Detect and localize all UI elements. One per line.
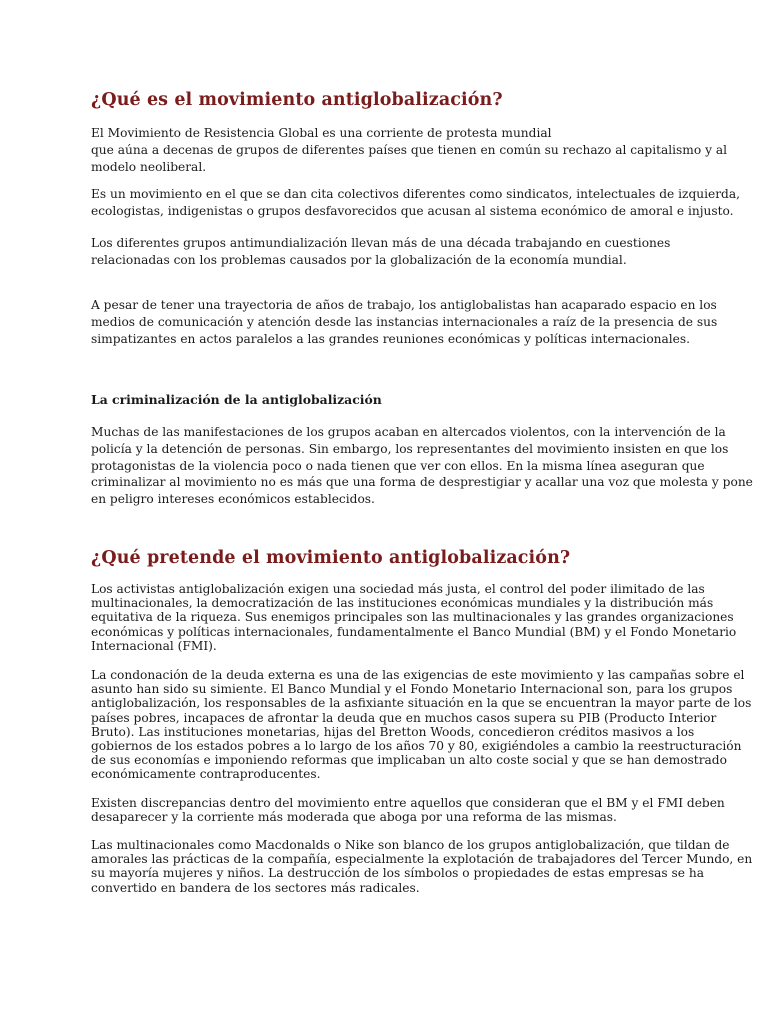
intro-paragraph-1: [91, 125, 727, 175]
text-line: gobiernos de los estados pobres a lo largo de los años 70 y 80, exigiéndoles a cambio la reestructuración: [91, 739, 742, 754]
text-line: convertido en bandera de los sectores más radicales.: [91, 880, 420, 895]
text-line: Bruto). Las instituciones monetarias, hijas del Bretton Woods, concedieron créditos masivos a los: [91, 724, 695, 739]
goals-paragraph-4: [91, 838, 753, 895]
text-line: que aúna a decenas de grupos de diferentes países que tienen en común su rechazo al capitalismo y al: [91, 142, 727, 157]
text-line: Las multinacionales como Macdonalds o Nike son blanco de los grupos antiglobalización, que tildan de: [91, 838, 730, 852]
intro-paragraph-2: [91, 186, 740, 220]
goals-paragraph-2: [91, 668, 752, 782]
text-line: modelo neoliberal.: [91, 159, 207, 174]
text-line: antiglobalización, los responsables de la asfixiante situación en la que se encuentran la mayor parte de los: [91, 696, 752, 711]
text-line: Es un movimiento en el que se dan cita colectivos diferentes como sindicatos, intelectuales de izquierda,: [91, 187, 740, 201]
text-line: La condonación de la deuda externa es una de las exigencias de este movimiento y las campañas sobre el: [91, 668, 745, 682]
text-line: países pobres, incapaces de afrontar la deuda que en muchos casos supera su PIB (Producto Interior: [91, 710, 717, 725]
text-line: Internacional (FMI).: [91, 638, 217, 653]
text-line: desaparecer y la corriente más moderada que aboga por una reforma de las mismas.: [91, 810, 617, 825]
text-line: Muchas de las manifestaciones de los grupos acaban en altercados violentos, con la intervención de la: [91, 425, 726, 439]
text-line: asunto han sido su simiente. El Banco Mundial y el Fondo Monetario Internacional son, para los grupos: [91, 682, 733, 697]
intro-paragraph-4: [91, 297, 718, 347]
text-line: amorales las prácticas de la compañía, especialmente la explotación de trabajadores del Tercer Mundo, en: [91, 852, 753, 867]
text-line: simpatizantes en actos paralelos a las grandes reuniones económicas y políticas internacionales.: [91, 331, 691, 346]
text-line: relacionadas con los problemas causados por la globalización de la economía mundial.: [91, 252, 627, 267]
text-line: multinacionales, la democratización de las instituciones económicas mundiales y la distribución más: [91, 596, 714, 611]
text-line: Los activistas antiglobalización exigen una sociedad más justa, el control del poder ilimitado de las: [91, 582, 705, 596]
text-line: medios de comunicación y atención desde las instancias internacionales a raíz de la presencia de sus: [91, 314, 718, 329]
text-line: económicas y políticas internacionales, fundamentalmente el Banco Mundial (BM) y el Fondo Monetario: [91, 624, 737, 639]
text-line: criminalizar al movimiento no es más que una forma de desprestigiar y acallar una voz que molesta y pone: [91, 475, 753, 490]
goals-paragraph-1: [91, 582, 737, 653]
text-line: de sus economías e imponiendo reformas que implicaban un alto coste social y que se han demostrado: [91, 753, 727, 768]
section-title-what-is: ¿Qué es el movimiento antiglobalización?: [91, 90, 503, 110]
subsection-title-criminalization: La criminalización de la antiglobalización: [91, 392, 382, 407]
text-line: su mayoría mujeres y niños. La destrucción de los símbolos o propiedades de estas empresas se ha: [91, 866, 704, 881]
text-line: en peligro intereses económicos establecidos.: [91, 492, 375, 507]
text-line: policía y la detención de personas. Sin embargo, los representantes del movimiento insisten en que los: [91, 441, 729, 456]
text-line: Los diferentes grupos antimundialización llevan más de una década trabajando en cuestiones: [91, 236, 671, 250]
text-line: Existen discrepancias dentro del movimiento entre aquellos que consideran que el BM y el FMI deben: [91, 796, 725, 810]
intro-paragraph-3: [91, 235, 691, 269]
text-line: equitativa de la riqueza. Sus enemigos principales son las multinacionales y las grandes organizaciones: [91, 610, 734, 625]
text-line: económicamente contraproducentes.: [91, 767, 321, 782]
criminalization-paragraph: [91, 424, 753, 508]
section-title-goals: ¿Qué pretende el movimiento antiglobalización?: [91, 548, 571, 568]
text-line: El Movimiento de Resistencia Global es una corriente de protesta mundial: [91, 126, 552, 140]
text-line: A pesar de tener una trayectoria de años de trabajo, los antiglobalistas han acaparado espacio en los: [91, 298, 717, 312]
text-line: protagonistas de la violencia poco o nada tienen que ver con ellos. En la misma línea aseguran que: [91, 458, 705, 473]
goals-paragraph-3: [91, 796, 725, 825]
text-line: ecologistas, indigenistas o grupos desfavorecidos que acusan al sistema económico de amoral e injusto.: [91, 203, 734, 218]
